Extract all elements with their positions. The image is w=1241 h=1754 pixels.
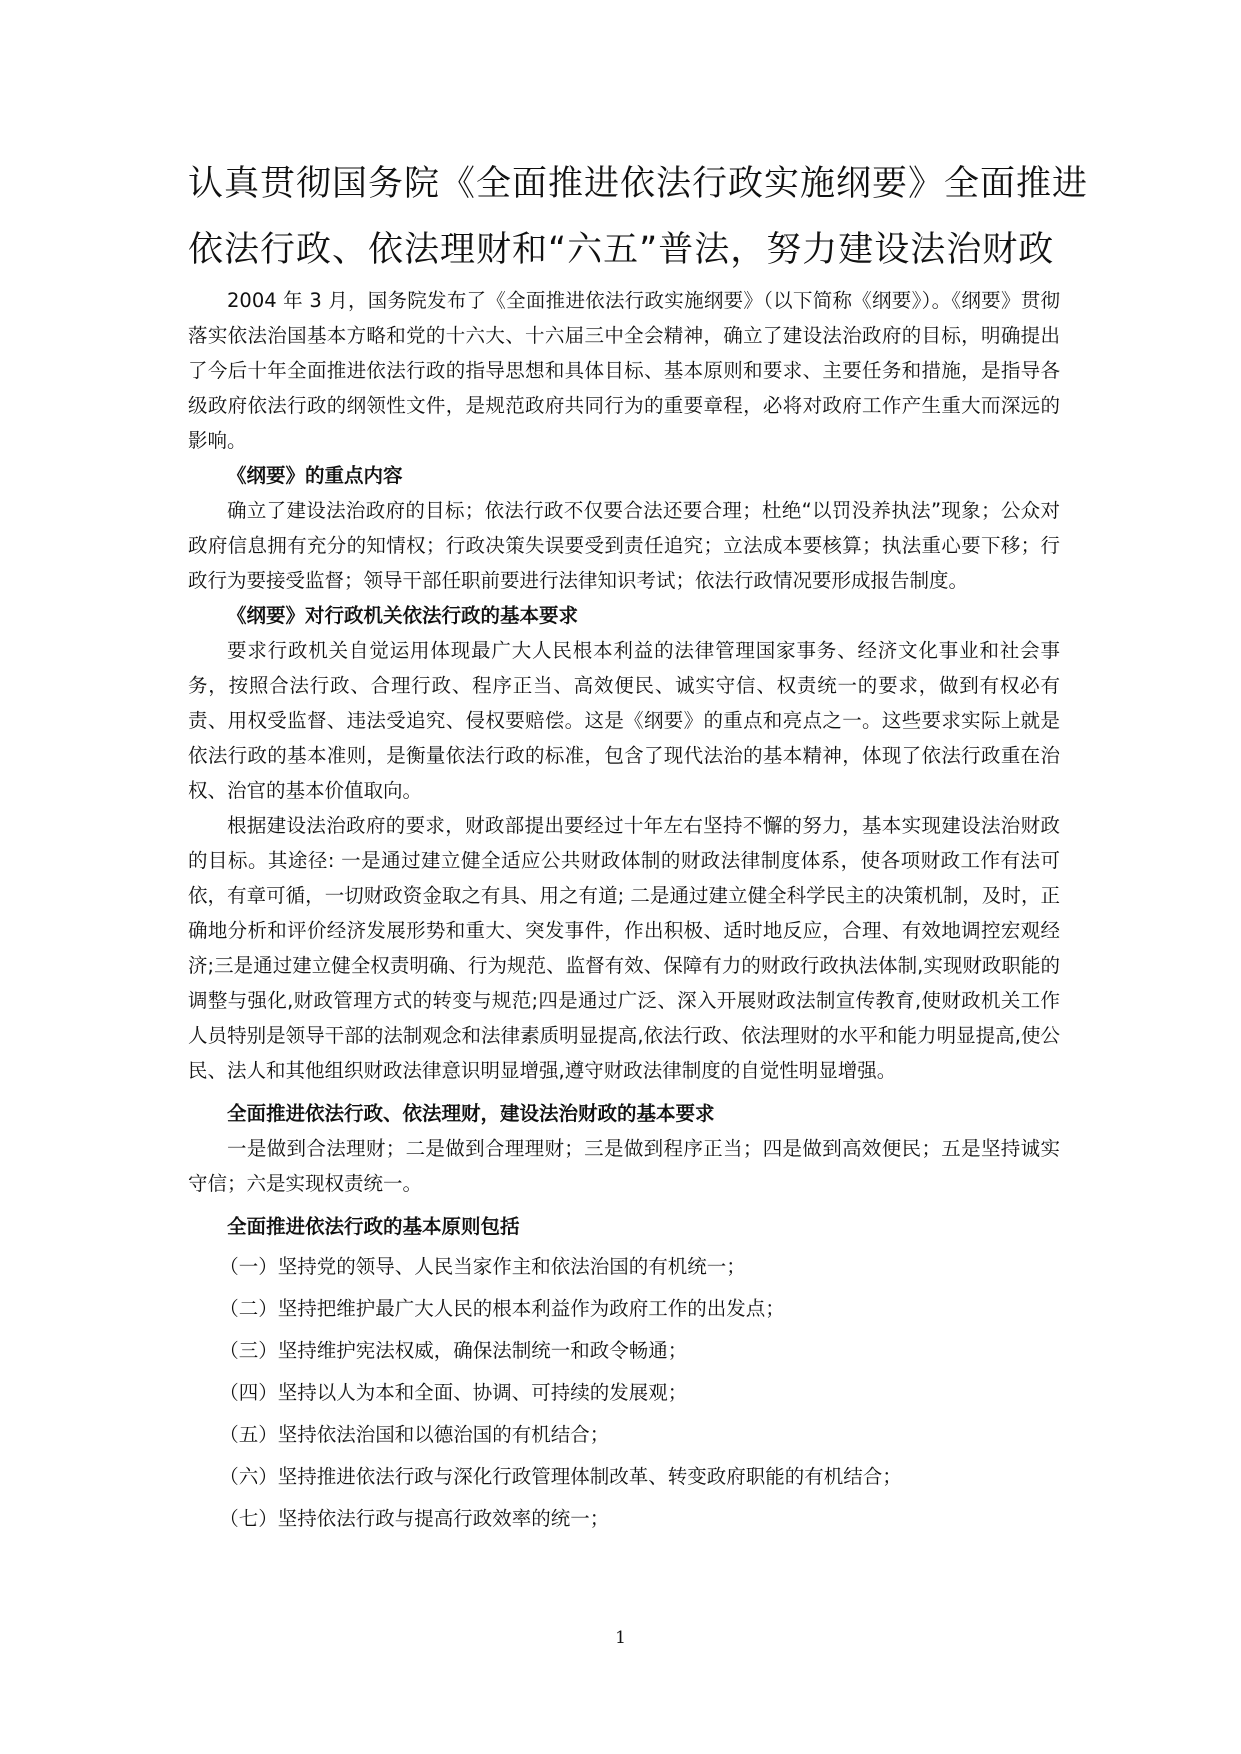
section-heading-basic-principles: 全面推进依法行政的基本原则包括 bbox=[227, 1215, 520, 1238]
principle-item: （四）坚持以人为本和全面、协调、可持续的发展观； bbox=[219, 1381, 688, 1404]
principle-item: （二）坚持把维护最广大人民的根本利益作为政府工作的出发点； bbox=[219, 1297, 785, 1320]
key-content-paragraph: 确立了建设法治政府的目标；依法行政不仅要合法还要合理；杜绝“以罚没养执法”现象；公众对政府信息拥有充分的知情权；行政决策失误要受到责任追究；立法成本要核算；执法重心要下移；行政行为要接受监督；领导干部任职前要进行法律知识考试；依法行政情况要形成报告制度。 bbox=[188, 499, 1060, 592]
section-heading-key-content: 《纲要》的重点内容 bbox=[227, 464, 403, 487]
document-title-line-2: 依法行政、依法理财和“六五”普法，努力建设法治财政 bbox=[188, 230, 1055, 270]
section-heading-finance-requirements: 全面推进依法行政、依法理财，建设法治财政的基本要求 bbox=[227, 1102, 715, 1125]
basic-requirements-paragraph: 要求行政机关自觉运用体现最广大人民根本利益的法律管理国家事务、经济文化事业和社会事务，按照合法行政、合理行政、程序正当、高效便民、诚实守信、权责统一的要求，做到有权必有责、用权受监督、违法受追究、侵权要赔偿。这是《纲要》的重点和亮点之一。这些要求实际上就是依法行政的基本准则，是衡量依法行政的标准，包含了现代法治的基本精神，体现了依法行政重在治权、治官的基本价值取向。 bbox=[188, 639, 1060, 802]
section-heading-basic-requirements: 《纲要》对行政机关依法行政的基本要求 bbox=[227, 604, 579, 627]
document-title-line-1: 认真贯彻国务院《全面推进依法行政实施纲要》全面推进 bbox=[188, 164, 1089, 204]
page-number: 1 bbox=[615, 1628, 626, 1648]
principle-item: （七）坚持依法行政与提高行政效率的统一； bbox=[219, 1507, 610, 1530]
principle-item: （六）坚持推进依法行政与深化行政管理体制改革、转变政府职能的有机结合； bbox=[219, 1465, 902, 1488]
principle-item: （五）坚持依法治国和以德治国的有机结合； bbox=[219, 1423, 610, 1446]
principle-item: （三）坚持维护宪法权威，确保法制统一和政令畅通； bbox=[219, 1339, 688, 1362]
finance-requirements-paragraph: 一是做到合法理财；二是做到合理理财；三是做到程序正当；四是做到高效便民；五是坚持诚实守信；六是实现权责统一。 bbox=[188, 1137, 1060, 1195]
intro-paragraph: 2004 年 3 月，国务院发布了《全面推进依法行政实施纲要》（以下简称《纲要》）。《纲要》贯彻落实依法治国基本方略和党的十六大、十六届三中全会精神，确立了建设法治政府的目标，明确提出了今后十年全面推进依法行政的指导思想和具体目标、基本原则和要求、主要任务和措施，是指导各级政府依法行政的纲领性文件，是规范政府共同行为的重要章程，必将对政府工作产生重大而深远的影响。 bbox=[188, 289, 1060, 452]
rule-of-law-finance-paragraph: 根据建设法治政府的要求，财政部提出要经过十年左右坚持不懈的努力，基本实现建设法治财政的目标。其途径: 一是通过建立健全适应公共财政体制的财政法律制度体系，使各项财政工作有法可依，有章可循，一切财政资金取之有具、用之有道; 二是通过建立健全科学民主的决策机制，及时，正确地分析和评价经济发展形势和重大、突发事件，作出积极、适时地反应，合理、有效地调控宏观经济;三是通过建立健全权责明确、行为规范、监督有效、保障有力的财政行政执法体制,实现财政职能的调整与强化,财政管理方式的转变与规范;四是通过广泛、深入开展财政法制宣传教育,使财政机关工作人员特别是领导干部的法制观念和法律素质明显提高,依法行政、依法理财的水平和能力明显提高,使公民、法人和其他组织财政法律意识明显增强,遵守财政法律制度的自觉性明显增强。 bbox=[188, 814, 1060, 1082]
document-body bbox=[188, 283, 1060, 1540]
principle-item: （一）坚持党的领导、人民当家作主和依法治国的有机统一； bbox=[219, 1255, 746, 1278]
